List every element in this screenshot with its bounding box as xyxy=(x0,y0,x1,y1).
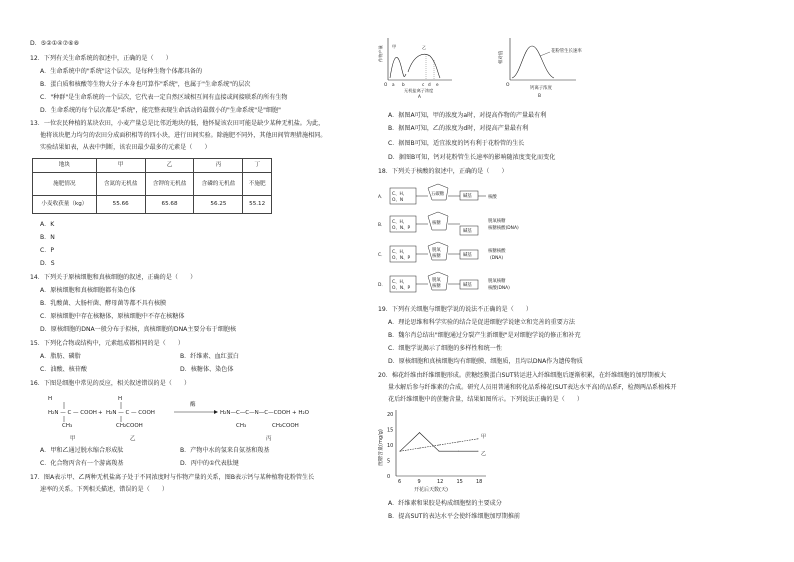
q15-option-b: B．纤维素、血红蛋白 xyxy=(180,353,240,360)
r1-mid: 五碳糖 xyxy=(431,192,445,197)
svg-text:CH₂COOH: CH₂COOH xyxy=(272,423,299,429)
svg-text:核糖核酸: 核糖核酸 xyxy=(488,249,506,254)
svg-text:脱氧核糖: 脱氧核糖 xyxy=(488,279,506,284)
label-bing: 丙 xyxy=(266,436,272,442)
svg-text:B．: B． xyxy=(378,223,386,228)
data-point xyxy=(458,442,459,443)
table-cell: 含氮的无机盐 xyxy=(96,173,145,196)
question-15: 15．下列化合物或结构中，元素组成都相同的是（ ） xyxy=(30,340,185,347)
table-row xyxy=(33,196,272,214)
data-point xyxy=(400,451,401,452)
q12-option-a: A．生命系统中的"系统"这个层次，是每种生物个体都具备的 xyxy=(40,68,203,75)
svg-text:核酸(DNA): 核酸(DNA) xyxy=(488,286,510,291)
enzyme-label: 酶 xyxy=(190,402,196,408)
q19-option-c: C．细胞学说揭示了细胞的多样性和统一性 xyxy=(388,345,502,352)
table-cell: 56.25 xyxy=(194,196,243,214)
table-cell: 不施肥 xyxy=(243,173,272,196)
formula-h2n: H₂N — C — COOH xyxy=(48,410,97,416)
curve-yi xyxy=(408,54,440,78)
data-point xyxy=(458,451,459,452)
figa-tick: b xyxy=(402,82,405,87)
curve-pollen xyxy=(512,46,554,78)
figb-xlabel: 钙离子浓度 xyxy=(530,86,552,91)
q13-option-b: B．N xyxy=(40,234,55,241)
q19-option-d: D．原核细胞和真核细胞均有细胞膜、细胞质，且均以DNA作为遗传物质 xyxy=(388,358,583,365)
svg-text:A．: A． xyxy=(378,195,386,200)
peptide-reaction-figure xyxy=(34,392,334,444)
series-label: 甲 xyxy=(481,433,487,440)
question-18: 18．下列关于核酸的叙述中，正确的是（ ） xyxy=(378,168,508,175)
table-cell: 含磷的无机盐 xyxy=(194,173,243,196)
q13-option-d: D．S xyxy=(40,260,55,267)
svg-text:CH₃: CH₃ xyxy=(236,423,247,429)
table-cell: 丁 xyxy=(243,159,272,173)
label-yi: 乙 xyxy=(130,436,136,442)
svg-text:C、H、: C、H、 xyxy=(392,250,408,255)
figa-xlabel: 无机盐离子浓度 xyxy=(404,88,434,93)
x-tick-label: 12 xyxy=(437,479,444,485)
y-tick-label: 20 xyxy=(387,411,394,418)
q12-option-c: C．"种群"是生命系统的一个层次，它代表一定自然区域相互间有直接或间接联系的所有生物 xyxy=(40,94,288,101)
q17-option-c: C．据图B可知，适宜浓度的钙有利于花粉管的生长 xyxy=(388,140,525,147)
y-tick-label: 0 xyxy=(387,473,391,480)
r2-out2: 核糖核酸(DNA) xyxy=(488,226,519,231)
svg-text:C、H、: C、H、 xyxy=(392,280,408,285)
svg-text:+: + xyxy=(98,410,103,416)
q16-option-a: A．甲和乙通过脱水缩合形成肽 xyxy=(40,447,124,454)
question-20-line2: 量水解后参与纤维素的合成。研究人员用普通和转化品系棉花(SUT表达水平高)的品系F，检测两品系植株开 xyxy=(388,384,677,391)
figure-b-chart xyxy=(496,34,606,98)
q14-option-b: B．乳酸菌、大肠杆菌、酵母菌等都不具有核膜 xyxy=(40,300,167,307)
svg-text:C、H、: C、H、 xyxy=(392,220,408,225)
question-17-line2: 速率的关系。下列相关描述，错误的是（ ） xyxy=(40,486,168,493)
r2-mid: 核糖 xyxy=(432,221,441,226)
table-cell: 地块 xyxy=(33,159,97,173)
svg-text:O、N、P: O、N、P xyxy=(392,226,411,231)
data-point xyxy=(439,445,440,446)
figa-tick: e xyxy=(436,82,439,87)
figa-caption: A xyxy=(418,94,421,98)
x-tick-label: 15 xyxy=(456,479,463,485)
svg-text:D．: D． xyxy=(378,283,386,288)
sucrose-chart xyxy=(378,406,498,496)
q15-option-d: D．核糖体、染色体 xyxy=(180,366,234,373)
q17-option-a: A．据图A可知，甲的浓度为a时，对提高作物的产量最有利 xyxy=(388,112,547,119)
table-cell: 55.12 xyxy=(243,196,272,214)
q19-option-b: B．魏尔肖总结出"细胞通过分裂产生新细胞"是对细胞学说的修正和补充 xyxy=(388,332,581,339)
question-16: 16．下图是细胞中常见的反应，相关叙述错误的是（ ） xyxy=(30,380,191,387)
svg-text:O: O xyxy=(506,83,510,88)
question-20-line3: 花后纤维细胞中的蔗糖含量，结果如图所示。下列说法正确的是（ ） xyxy=(388,396,583,403)
x-axis-label: 开花后天数(天) xyxy=(414,487,448,493)
fertilizer-table xyxy=(32,158,272,214)
question-13-line3: 实验结果如表，从表中判断，该农田最少最多的元素是（ ） xyxy=(40,144,211,151)
svg-text:C．: C． xyxy=(378,253,386,258)
series-label: 乙 xyxy=(481,451,487,458)
q16-option-d: D．丙中的①代表肽键 xyxy=(180,460,239,467)
svg-text:O、N: O、N xyxy=(392,198,404,203)
q12-option-d: D．生命系统的每个层次都是"系统"，能完整表现生命活动的最微小的"生命系统"是"细胞" xyxy=(40,107,281,114)
figa-tick: a xyxy=(392,82,395,87)
q20-option-b: B．提高SUT的表达水平会使纤维细胞加厚期推前 xyxy=(388,513,521,520)
label-jia: 甲 xyxy=(70,436,76,442)
figa-ylabel: 作物产量 xyxy=(378,45,383,62)
q13-option-c: C．P xyxy=(40,247,55,254)
question-19: 19．下列有关细胞与细胞学说的说法不正确的是（ ） xyxy=(378,306,533,313)
table-cell: 含钾的无机盐 xyxy=(145,173,194,196)
r1-right: 碱基 xyxy=(463,194,472,199)
table-row xyxy=(33,159,272,173)
table-cell: 丙 xyxy=(194,159,243,173)
svg-text:核糖: 核糖 xyxy=(432,254,441,259)
q14-option-d: D．原核细胞的DNA一般分布于拟核，真核细胞的DNA主要分布于细胞核 xyxy=(40,326,237,333)
q16-option-b: B．产物中水的氢来自氨基和羧基 xyxy=(180,447,270,454)
option-d-prev: D．⑤②①④⑦⑥⑧ xyxy=(30,40,80,47)
data-point xyxy=(478,451,479,452)
r4-right: 碱基 xyxy=(463,283,472,288)
q14-option-a: A．原核细胞和真核细胞都有染色体 xyxy=(40,287,136,294)
question-13-line2: 他将该块肥力均匀的农田分成面积相等的四小块，进行田间实验。除施肥不同外，其他田间管理措施相同。 xyxy=(40,132,327,139)
q17-option-b: B．据图A可知，乙的浓度为d时，对提高产量最有利 xyxy=(388,125,529,132)
question-12: 12．下列有关生命系统的叙述中，正确的是（ ） xyxy=(30,55,172,62)
svg-text:CH₂COOH: CH₂COOH xyxy=(116,423,143,429)
q13-option-a: A．K xyxy=(40,221,55,228)
q12-option-b: B．蛋白质和核酸等生物大分子本身也可算作"系统"，也属于"生命系统"的层次 xyxy=(40,81,251,88)
series-line-乙 xyxy=(400,433,478,452)
svg-text:(DNA): (DNA) xyxy=(490,256,504,261)
svg-text:核糖: 核糖 xyxy=(432,284,441,289)
formula-product: H₂N—C—C—N—C—COOH + H₂O xyxy=(220,410,309,416)
svg-text:脱氧: 脱氧 xyxy=(432,278,441,283)
figure-a-chart xyxy=(378,34,458,98)
question-17-line1: 17．图A表示甲、乙两种无机盐离子处于不同浓度时与作物产量的关系，图B表示钙与某种植物花粉管生长 xyxy=(30,474,315,481)
figa-yi: 乙 xyxy=(422,45,427,50)
y-tick-label: 15 xyxy=(387,427,394,434)
figa-tick: d xyxy=(428,82,431,87)
x-tick-label: 18 xyxy=(476,479,483,485)
question-14: 14．下列关于原核细胞和真核细胞的叙述，正确的是（ ） xyxy=(30,274,197,281)
svg-text:O、N、P: O、N、P xyxy=(392,286,411,291)
table-cell: 55.66 xyxy=(96,196,145,214)
q14-option-c: C．原核细胞中存在核糖体，原核细胞中不存在核糖体 xyxy=(40,313,185,320)
svg-text:H: H xyxy=(118,396,123,402)
x-tick-label: 9 xyxy=(417,479,421,485)
curve-jia xyxy=(390,57,406,78)
figb-caption: B xyxy=(538,94,542,98)
nucleic-acid-diagrams xyxy=(378,180,578,302)
table-cell: 乙 xyxy=(145,159,194,173)
formula-h2n-b: H₂N — C — COOH xyxy=(106,410,155,416)
r2-right: 碱基 xyxy=(463,229,472,234)
q15-option-a: A．脂肪、磷脂 xyxy=(40,353,81,360)
q20-option-a: A．纤维素和果胶是构成细胞壁的主要成分 xyxy=(388,500,502,507)
data-point xyxy=(419,448,420,449)
table-row xyxy=(33,173,272,196)
formula-ch3: CH₃ xyxy=(62,423,73,429)
table-cell: 小麦收获量（kg） xyxy=(33,196,97,214)
q17-option-d: D．据图B可知，钙对花粉管生长速率的影响随浓度变化而变化 xyxy=(388,154,556,161)
q16-option-c: C．化合物丙含有一个游离羧基 xyxy=(40,460,124,467)
question-13-line1: 13．一位农民种植的某块农田，小麦产量总是比邻近地块的低，他怀疑该农田可能是缺少某种无机盐。为此， xyxy=(30,120,325,127)
left-column xyxy=(30,0,370,562)
q19-option-a: A．理论思维和科学实验的结合是促进细胞学说建立和完善的重要方法 xyxy=(388,319,575,326)
figb-legend: 花粉管生长速率 xyxy=(551,49,582,54)
figb-ylabel: 相对值 xyxy=(499,50,504,64)
table-cell: 65.68 xyxy=(145,196,194,214)
r2-out1: 脱氧核糖 xyxy=(488,219,506,224)
right-column xyxy=(378,0,770,562)
q15-option-c: C．油酸、核苷酸 xyxy=(40,366,87,373)
r3-right: 碱基 xyxy=(463,253,472,258)
y-tick-label: 10 xyxy=(387,442,394,449)
x-tick-label: 6 xyxy=(398,479,402,485)
data-point xyxy=(439,451,440,452)
figa-tick: O xyxy=(384,82,388,87)
table-cell: 施肥情况 xyxy=(33,173,97,196)
table-cell: 甲 xyxy=(96,159,145,173)
question-20-line1: 20．棉花纤维由纤维细胞形成。蔗糖经膜蛋白SUT转运进入纤维细胞后逐渐积累，在纤维细胞的加厚期被大 xyxy=(378,372,666,379)
svg-text:C、H、: C、H、 xyxy=(392,192,408,197)
y-tick-label: 5 xyxy=(387,458,391,465)
y-axis-label: 蔗糖含量(mg/g) xyxy=(378,429,384,466)
svg-text:脱氧: 脱氧 xyxy=(432,248,441,253)
figa-tick: c xyxy=(422,82,425,87)
data-point xyxy=(478,438,479,439)
formula-h: H xyxy=(48,396,53,402)
figa-jia: 甲 xyxy=(392,44,397,49)
svg-text:O、N、P: O、N、P xyxy=(392,256,411,261)
data-point xyxy=(419,432,420,433)
r1-out: 核酸 xyxy=(488,195,497,200)
